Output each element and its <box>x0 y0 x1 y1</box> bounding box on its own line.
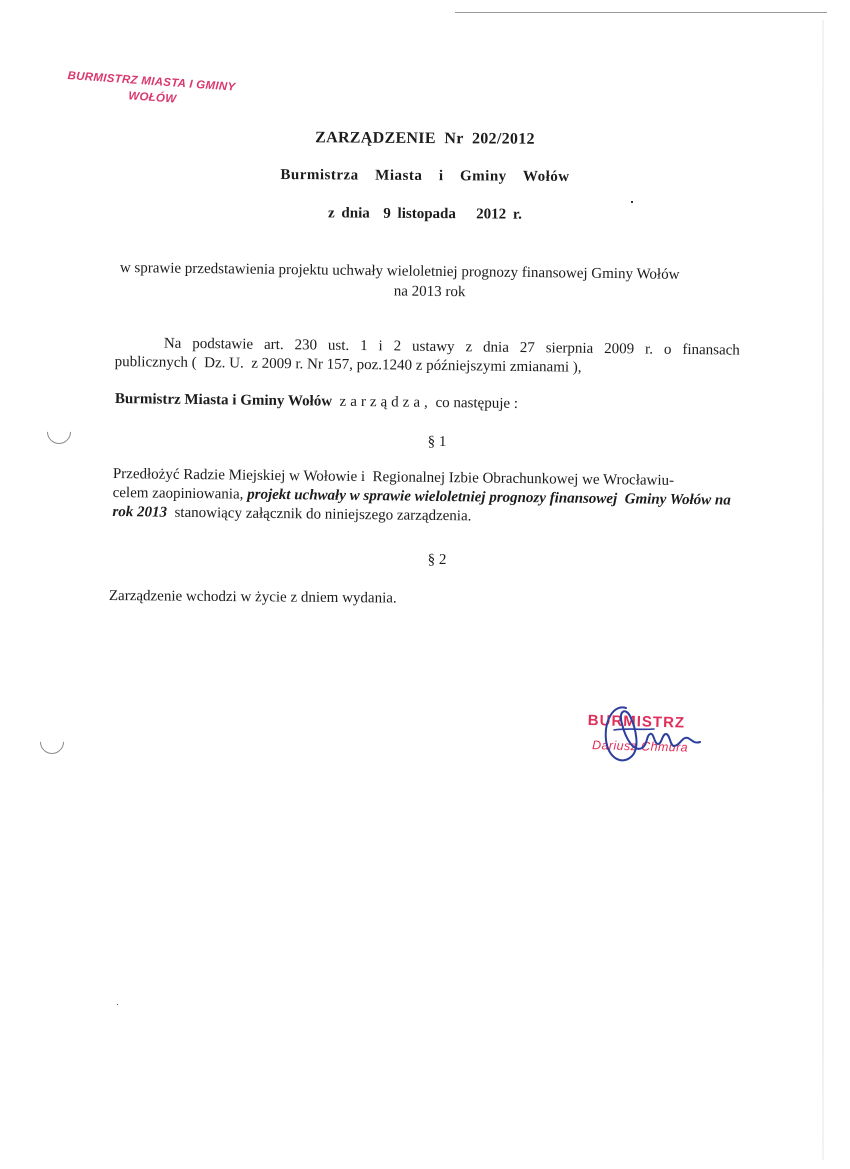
section-1-emphasis: projekt uchwały w sprawie wieloletniej prognozy finansowej Gminy Wołów na rok 2013 <box>112 486 735 521</box>
decision-subject: Burmistrz Miasta i Gminy Wołów <box>114 390 333 410</box>
office-stamp-line2: WOŁÓW <box>127 90 177 106</box>
signature-stamp-name: Dariusz Chmura <box>591 738 689 755</box>
document-date: z dnia 9 listopada 2012 r. <box>327 205 523 223</box>
office-stamp-line1: BURMISTRZ MIASTA I GMINY <box>67 70 236 94</box>
punch-hole-mark <box>35 725 69 759</box>
scan-right-edge <box>822 20 824 1160</box>
office-stamp <box>66 70 236 110</box>
subject-line2: na 2013 rok <box>393 283 466 301</box>
handwritten-signature <box>596 700 706 775</box>
scan-speck <box>117 1004 118 1005</box>
document-title: ZARZĄDZENIE Nr 202/2012 <box>315 129 535 148</box>
decision-rest: co następuje : <box>435 394 519 412</box>
subject-line1: w sprawie przedstawienia projektu uchwały wieloletniej prognozy finansowej Gminy Wołów <box>119 259 680 283</box>
section-2-text: Zarządzenie wchodzi w życie z dniem wydania. <box>108 588 397 607</box>
decision-verb: zarządza, <box>339 393 432 411</box>
document-subject <box>120 258 740 306</box>
section-2-heading: § 2 <box>427 551 447 569</box>
scan-edge-line <box>455 12 827 13</box>
ink-dot <box>631 201 633 203</box>
section-1-text <box>112 465 748 530</box>
document-issuer: Burmistrza Miasta i Gminy Wołów <box>280 166 570 186</box>
section-1-end: stanowiący załącznik do niniejszego zarządzenia. <box>174 504 472 525</box>
legal-basis-line1: Na podstawie art. 230 ust. 1 i 2 ustawy z dnia 27 sierpnia 2009 r. o finansach <box>163 335 740 359</box>
signature-stamp-title: BURMISTRZ <box>587 712 686 732</box>
legal-basis-paragraph <box>115 334 740 380</box>
legal-basis-line2: publicznych ( Dz. U. z 2009 r. Nr 157, poz.1240 z późniejszymi zmianami ), <box>114 353 582 376</box>
section-1-start: celem zaopiniowania, <box>112 484 244 503</box>
section-1-heading: § 1 <box>427 433 447 451</box>
section-1-line1: Przedłożyć Radzie Miejskiej w Wołowie i Regionalnej Izbie Obrachunkowej we Wrocławiu- <box>112 465 675 489</box>
decision-paragraph <box>115 390 740 417</box>
